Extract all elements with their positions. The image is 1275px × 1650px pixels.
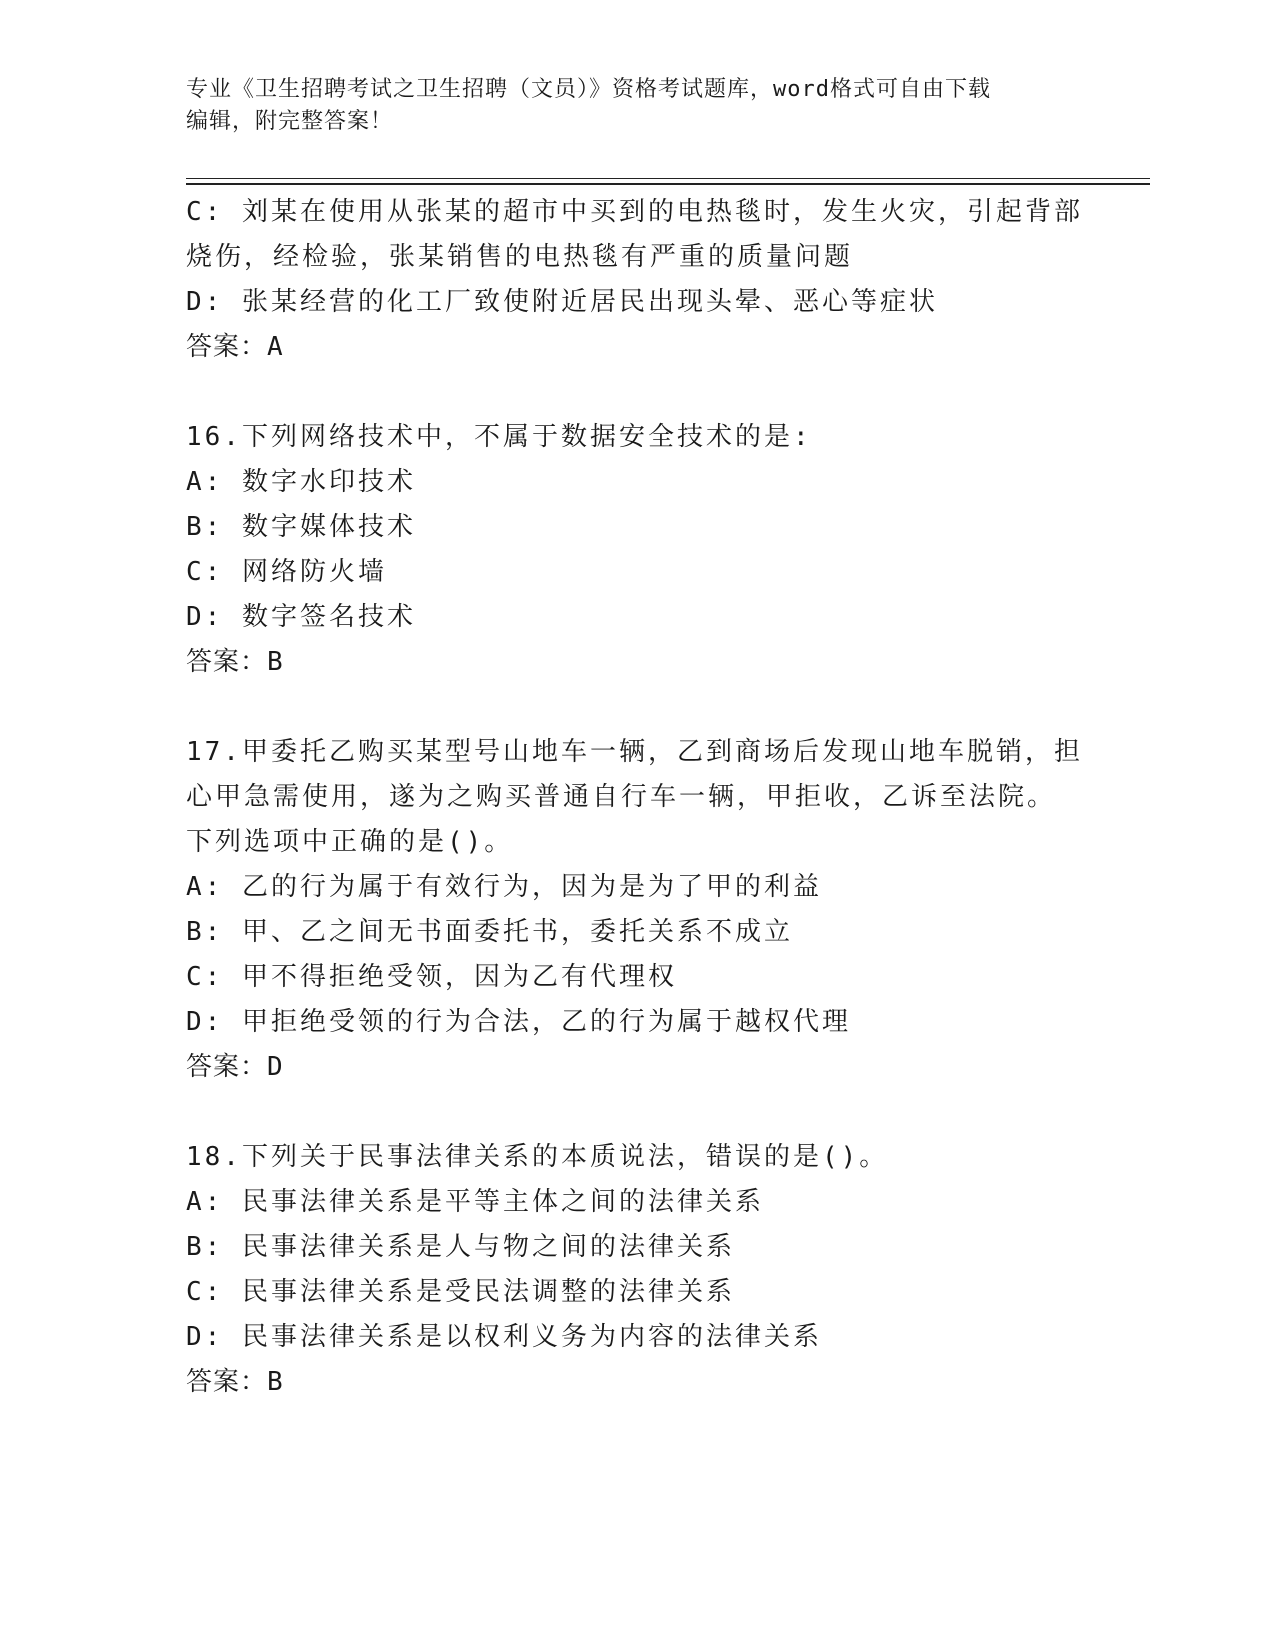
document-header	[186, 74, 1066, 138]
option-d: D: 张某经营的化工厂致使附近居民出现头晕、恶心等症状	[186, 287, 938, 317]
answer-value: D	[267, 1052, 283, 1082]
question-stem: 17.甲委托乙购买某型号山地车一辆，乙到商场后发现山地车脱销，担	[186, 737, 1083, 767]
option-a: A: 乙的行为属于有效行为，因为是为了甲的利益	[186, 872, 822, 902]
answer-line	[186, 640, 1086, 685]
option-c: C: 刘某在使用从张某的超市中买到的电热毯时，发生火灾，引起背部	[186, 197, 1083, 227]
option-b: B: 民事法律关系是人与物之间的法律关系	[186, 1232, 735, 1262]
option-d: D: 甲拒绝受领的行为合法，乙的行为属于越权代理	[186, 1007, 851, 1037]
answer-label: 答案：	[186, 1052, 268, 1082]
header-line: 专业《卫生招聘考试之卫生招聘（文员）》资格考试题库，word格式可自由下载	[186, 77, 991, 102]
option-c: C: 民事法律关系是受民法调整的法律关系	[186, 1277, 735, 1307]
question-stem: 18.下列关于民事法律关系的本质说法，错误的是()。	[186, 1142, 889, 1172]
answer-value: B	[267, 1367, 283, 1397]
answer-label: 答案：	[186, 332, 268, 362]
question-stem: 下列选项中正确的是()。	[186, 827, 514, 857]
spacer	[186, 370, 1086, 415]
answer-value: A	[267, 332, 283, 362]
option-b: B: 数字媒体技术	[186, 512, 416, 542]
option-d: D: 数字签名技术	[186, 602, 416, 632]
question-content	[186, 190, 1086, 1405]
header-rule-thin	[186, 178, 1150, 179]
question-stem: 16.下列网络技术中，不属于数据安全技术的是:	[186, 422, 812, 452]
answer-line	[186, 1045, 1086, 1090]
answer-line	[186, 1360, 1086, 1405]
answer-value: B	[267, 647, 283, 677]
option-c-continued: 烧伤，经检验，张某销售的电热毯有严重的质量问题	[186, 242, 854, 272]
answer-label: 答案：	[186, 647, 268, 677]
option-b: B: 甲、乙之间无书面委托书，委托关系不成立	[186, 917, 793, 947]
answer-label: 答案：	[186, 1367, 268, 1397]
option-a: A: 数字水印技术	[186, 467, 416, 497]
header-rule-thick	[186, 183, 1150, 185]
spacer	[186, 1090, 1086, 1135]
question-stem: 心甲急需使用，遂为之购买普通自行车一辆，甲拒收，乙诉至法院。	[186, 782, 1057, 812]
option-c: C: 网络防火墙	[186, 557, 387, 587]
option-a: A: 民事法律关系是平等主体之间的法律关系	[186, 1187, 764, 1217]
answer-line	[186, 325, 1086, 370]
spacer	[186, 685, 1086, 730]
option-c: C: 甲不得拒绝受领，因为乙有代理权	[186, 962, 677, 992]
option-d: D: 民事法律关系是以权利义务为内容的法律关系	[186, 1322, 822, 1352]
header-line: 编辑，附完整答案！	[186, 109, 394, 134]
